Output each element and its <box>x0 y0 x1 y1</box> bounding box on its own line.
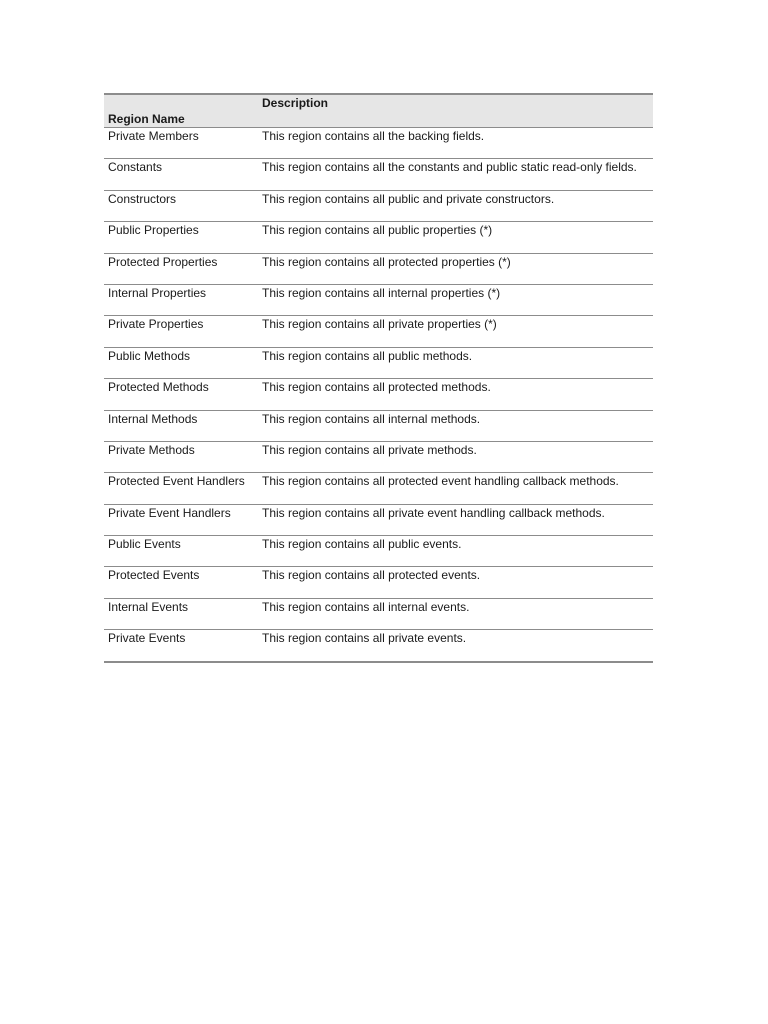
table-row <box>104 159 653 190</box>
description-cell: This region contains all public events. <box>258 536 653 567</box>
description-cell: This region contains all protected events. <box>258 567 653 598</box>
region-name-cell: Private Event Handlers <box>104 504 258 535</box>
description-cell: This region contains all the backing fields. <box>258 128 653 159</box>
table-row <box>104 128 653 159</box>
region-name-cell: Private Members <box>104 128 258 159</box>
description-cell: This region contains all private event handling callback methods. <box>258 504 653 535</box>
header-region-name: Region Name <box>104 94 258 128</box>
table-row <box>104 473 653 504</box>
table-row <box>104 598 653 629</box>
table-row <box>104 410 653 441</box>
region-name-cell: Protected Methods <box>104 379 258 410</box>
description-cell: This region contains all private properties (*) <box>258 316 653 347</box>
table-row <box>104 253 653 284</box>
region-name-cell: Internal Events <box>104 598 258 629</box>
table-row <box>104 630 653 662</box>
description-cell: This region contains all public and private constructors. <box>258 190 653 221</box>
region-name-cell: Private Properties <box>104 316 258 347</box>
region-name-cell: Protected Events <box>104 567 258 598</box>
region-name-cell: Internal Methods <box>104 410 258 441</box>
table-row <box>104 504 653 535</box>
region-name-cell: Public Events <box>104 536 258 567</box>
description-cell: This region contains all public properties (*) <box>258 222 653 253</box>
table-row <box>104 190 653 221</box>
description-cell: This region contains all protected event handling callback methods. <box>258 473 653 504</box>
description-cell: This region contains all protected properties (*) <box>258 253 653 284</box>
description-cell: This region contains all internal events. <box>258 598 653 629</box>
header-row <box>104 94 653 128</box>
description-cell: This region contains all private events. <box>262 631 467 646</box>
table-header <box>104 94 653 128</box>
description-cell: This region contains all protected methods. <box>258 379 653 410</box>
region-name-cell: Internal Properties <box>104 284 258 315</box>
region-name-cell: Public Properties <box>104 222 258 253</box>
table-row <box>104 284 653 315</box>
description-cell: This region contains all the constants and public static read-only fields. <box>258 159 653 190</box>
table-body <box>104 128 653 662</box>
region-name-cell: Public Methods <box>104 347 258 378</box>
table-row <box>104 347 653 378</box>
description-cell: This region contains all internal properties (*) <box>258 284 653 315</box>
region-name-cell: Constants <box>104 159 258 190</box>
region-name-cell: Protected Properties <box>104 253 258 284</box>
header-description: Description <box>258 94 653 128</box>
table-row <box>104 536 653 567</box>
table-row <box>104 567 653 598</box>
region-name-cell: Constructors <box>104 190 258 221</box>
description-cell: This region contains all public methods. <box>258 347 653 378</box>
region-name-cell: Private Methods <box>104 441 258 472</box>
table-row <box>104 222 653 253</box>
table-row <box>104 316 653 347</box>
table-row <box>104 441 653 472</box>
table-row <box>104 379 653 410</box>
regions-table <box>104 93 653 663</box>
region-name-cell: Private Events <box>108 631 186 646</box>
region-name-cell: Protected Event Handlers <box>104 473 258 504</box>
description-cell: This region contains all internal methods. <box>258 410 653 441</box>
description-cell: This region contains all private methods. <box>258 441 653 472</box>
